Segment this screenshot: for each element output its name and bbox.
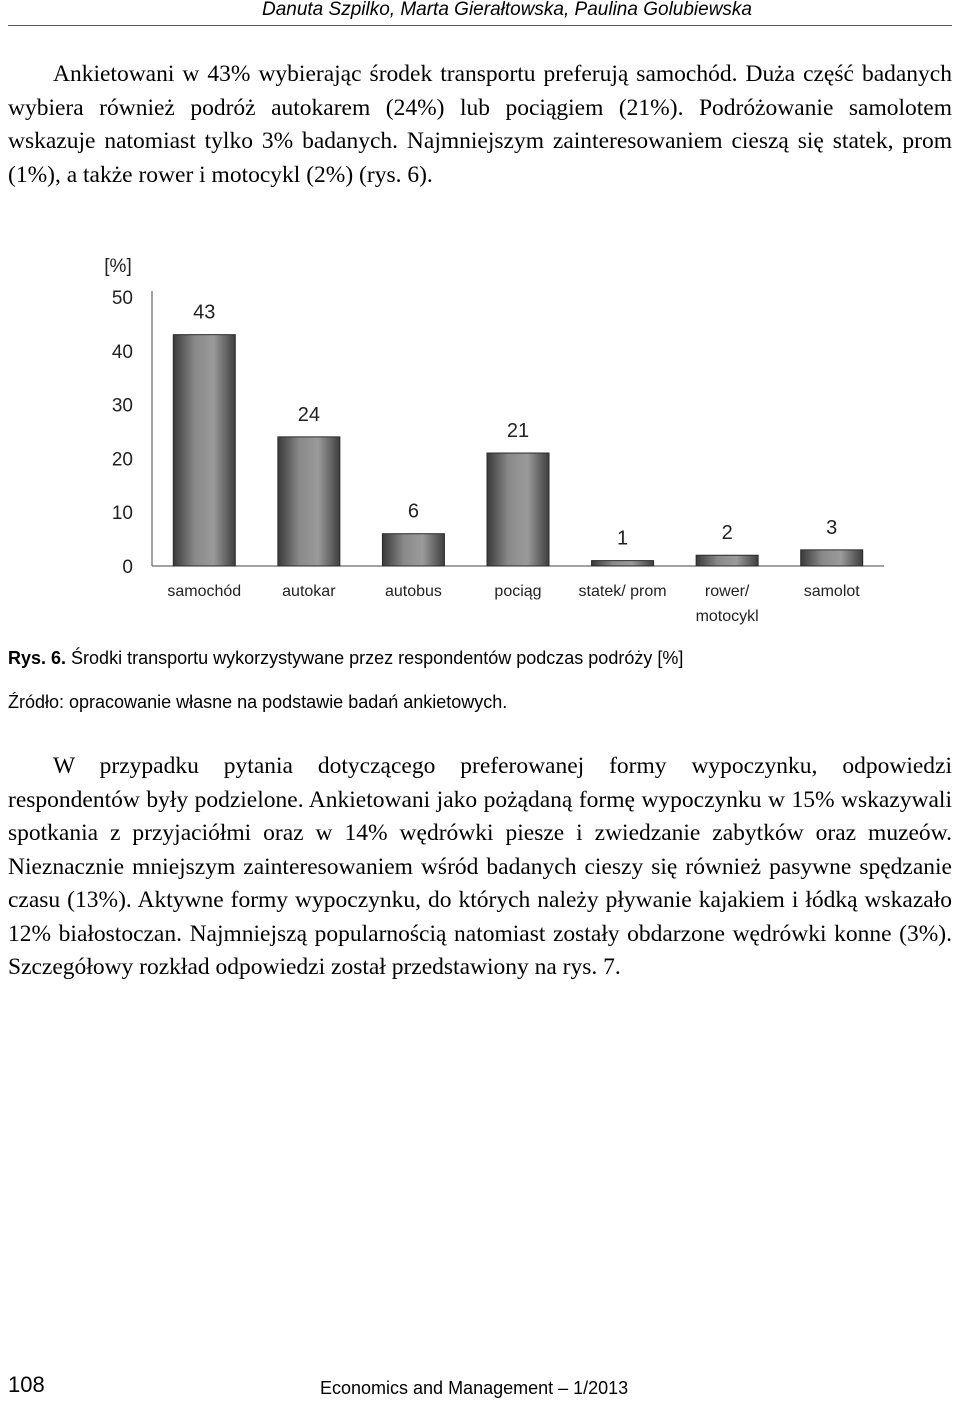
figure-source: Źródło: opracowanie własne na podstawie badań ankietowych. (8, 692, 508, 712)
y-tick-label: 40 (111, 341, 133, 363)
bar (278, 437, 340, 566)
bar (592, 561, 654, 566)
x-tick-label: statek/ prom (578, 583, 667, 600)
data-label: 3 (826, 516, 838, 539)
data-label: 6 (407, 500, 419, 523)
y-tick-label: 0 (122, 557, 133, 578)
y-tick-label: 20 (111, 449, 133, 471)
bar (487, 453, 549, 566)
data-label: 1 (617, 527, 629, 550)
y-tick-label: 30 (111, 395, 133, 417)
data-label: 21 (506, 420, 530, 443)
bar-chart-transport (0, 240, 960, 640)
x-tick-label: samochód (167, 583, 242, 600)
bar (801, 550, 863, 566)
journal-footer: Economics and Management – 1/2013 (320, 1378, 629, 1398)
figure-caption-label: Rys. 6. (8, 648, 67, 668)
paragraph-leisure: W przypadku pytania dotyczącego preferowanej formy wypoczynku, odpowiedzi respondentów były podzielone. Ankietowani jako pożądaną formę wypoczynku w 15% wskazywali spotkania z przyjaciółmi oraz w 14% wędrówki piesze i zwiedzanie zabytków oraz muzeów. Nieznacznie mniejszym zainteresowaniem wśród badanych cieszy się również pasywne spędzanie czasu (13%). Aktywne formy wypoczynku, do których należy pływanie kajakiem i łódką wskazało 12% białostoczan. Najmniejszą popularnością natomiast zostały obdarzone wędrówki konne (3%). Szczegółowy rozkład odpowiedzi został przedstawiony na rys. 7. (8, 753, 952, 980)
x-tick-label: samolot (803, 583, 860, 600)
bar (173, 335, 235, 566)
data-label: 24 (297, 403, 320, 426)
figure-caption (8, 647, 952, 669)
page-number: 108 (8, 1372, 45, 1397)
x-tick-label: autobus (384, 583, 442, 600)
y-axis-label: [%] (104, 256, 132, 277)
x-tick-label: motocykl (695, 608, 759, 625)
bar (382, 534, 444, 566)
y-tick-label: 10 (111, 503, 133, 525)
running-header-authors: Danuta Szpilko, Marta Gierałtowska, Paulina Golubiewska (261, 0, 752, 20)
bar (696, 555, 758, 566)
y-tick-label: 50 (111, 288, 133, 309)
x-tick-label: autokar (282, 583, 336, 600)
x-tick-label: pociąg (494, 583, 542, 600)
x-tick-label: rower/ (704, 583, 750, 600)
header-rule (8, 25, 952, 26)
data-label: 43 (193, 301, 216, 324)
paragraph-transport: Ankietowani w 43% wybierając środek transportu preferują samochód. Duża część badanych wybiera również podróż autokarem (24%) lub pociągiem (21%). Podróżowanie samolotem wskazuje natomiast tylko 3% badanych. Najmniejszym zainteresowaniem cieszą się statek, prom (1%), a także rower i motocykl (2%) (rys. 6). (8, 61, 952, 188)
data-label: 2 (721, 522, 733, 545)
figure-caption-text: Środki transportu wykorzystywane przez respondentów podczas podróży [%] (66, 648, 684, 668)
